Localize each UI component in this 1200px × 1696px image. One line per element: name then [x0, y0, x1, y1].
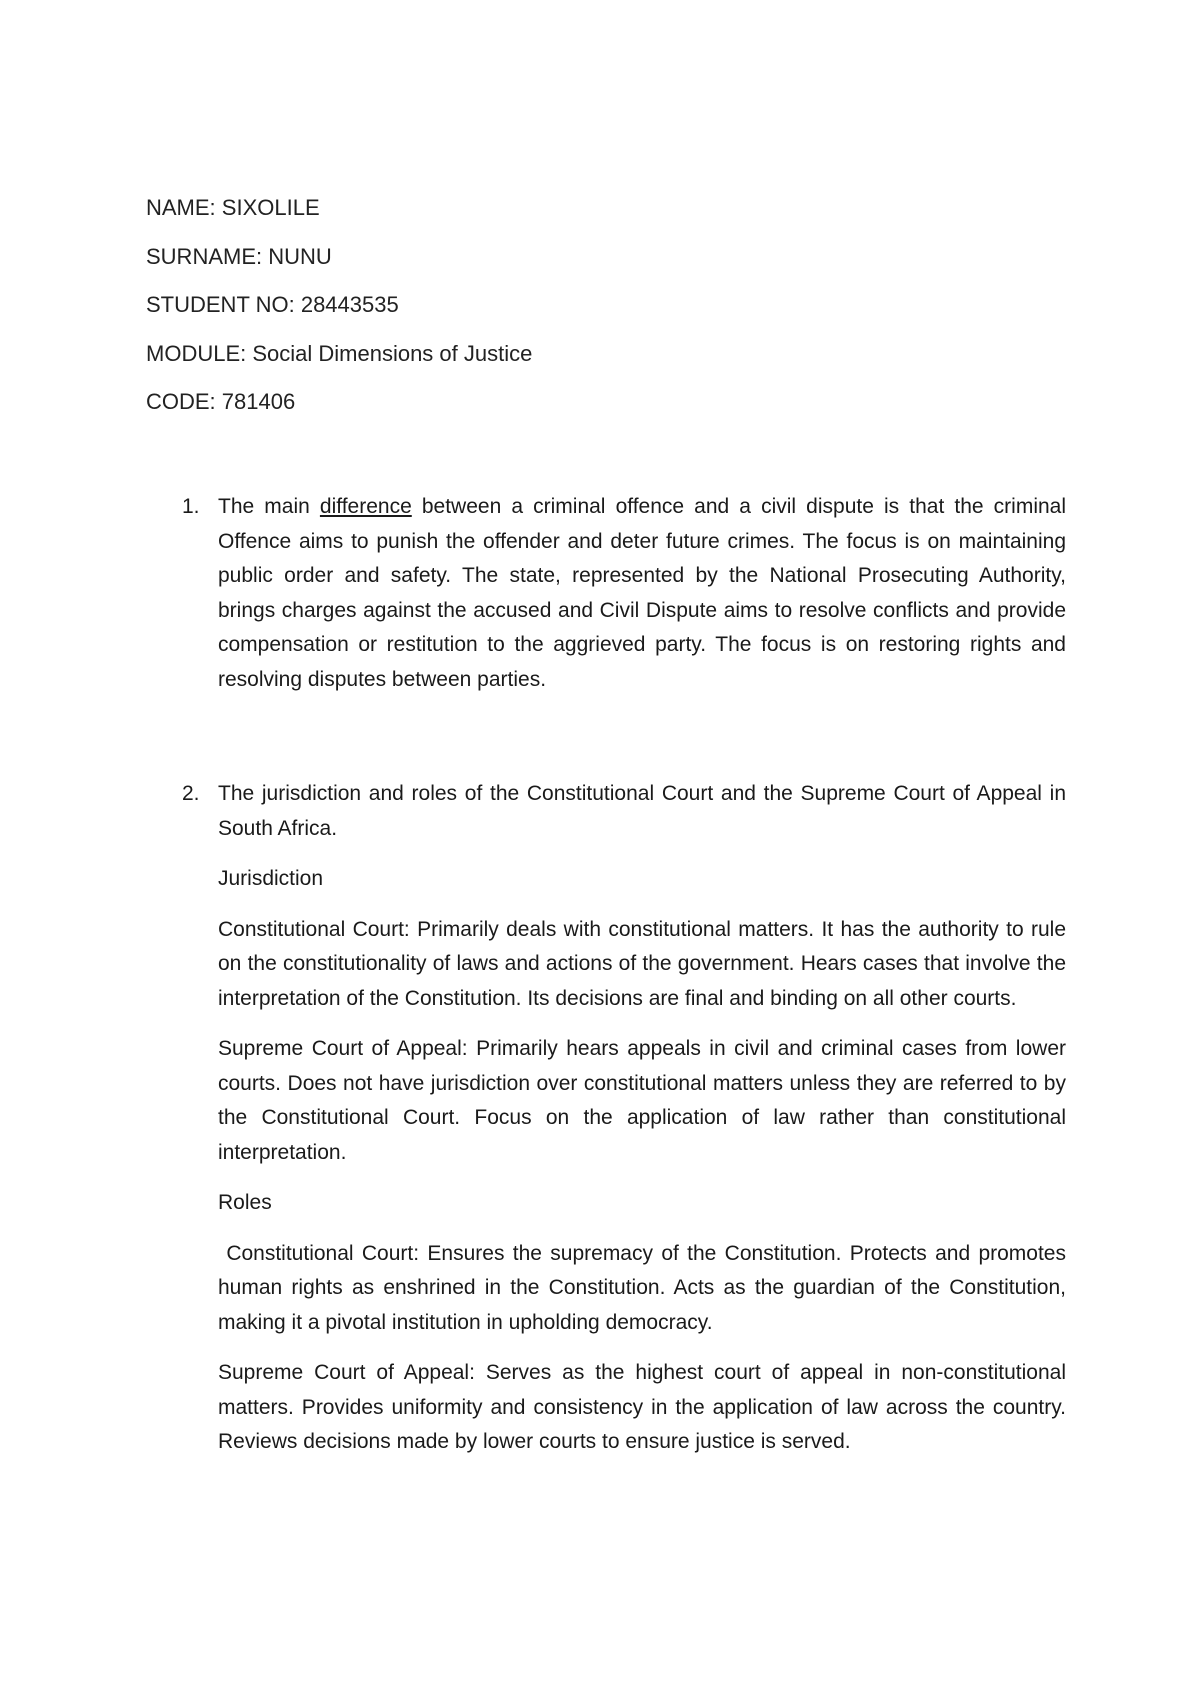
jurisdiction-constitutional-court: Constitutional Court: Primarily deals with constitutional matters. It has the authority to rule on the constitutionality of laws and actions of the government. Hears cases that involve the interpretation of the Constitution. Its decisions are final and binding on all other courts.	[218, 917, 1066, 1010]
jurisdiction-supreme-court-of-appeal: Supreme Court of Appeal: Primarily hears appeals in civil and criminal cases from lower courts. Does not have jurisdiction over constitutional matters unless they are referred to by the Constitutional Court. Focus on the application of law rather than constitutional interpretation.	[218, 1037, 1066, 1164]
student-surname: SURNAME: NUNU	[146, 243, 332, 269]
roles-supreme-court-of-appeal: Supreme Court of Appeal: Serves as the highest court of appeal in non-constitutional matters. Provides uniformity and consistency in the application of law across the country. Reviews decisions made by lower courts to ensure justice is served.	[218, 1361, 1066, 1453]
roles-constitutional-court: Constitutional Court: Ensures the supremacy of the Constitution. Protects and promotes human rights as enshrined in the Constitution. Acts as the guardian of the Constitution, making it a pivotal institution in upholding democracy.	[218, 1241, 1066, 1334]
student-details	[146, 194, 846, 437]
answer-1	[146, 490, 1066, 697]
student-number: STUDENT NO: 28443535	[146, 292, 399, 318]
answer-1-underlined: difference	[319, 495, 412, 518]
answers-list	[146, 490, 1066, 1460]
student-name: NAME: SIXOLILE	[146, 195, 320, 220]
answer-2-intro: The jurisdiction and roles of the Constitutional Court and the Supreme Court of Appeal in South Africa.	[218, 782, 1066, 840]
answer-2	[146, 777, 1066, 1460]
answer-1-post: between a criminal offence and a civil dispute is that the criminal Offence aims to punish the offender and deter future crimes. The focus is on maintaining public order and safety. The state, represented by the National Prosecuting Authority, brings charges against the accused and Civil Dispute aims to resolve conflicts and provide compensation or restitution to the aggrieved party. The focus is on restoring rights and resolving disputes between parties.	[218, 495, 1067, 691]
module-name: MODULE: Social Dimensions of Justice	[146, 340, 533, 366]
answer-2-number: 2.	[182, 782, 200, 805]
answer-1-number: 1.	[182, 495, 200, 518]
jurisdiction-heading: Jurisdiction	[218, 867, 324, 890]
roles-heading: Roles	[218, 1191, 272, 1214]
answer-1-text	[218, 490, 1066, 697]
module-code: CODE: 781406	[146, 389, 296, 415]
answer-1-pre: The main	[218, 495, 320, 518]
